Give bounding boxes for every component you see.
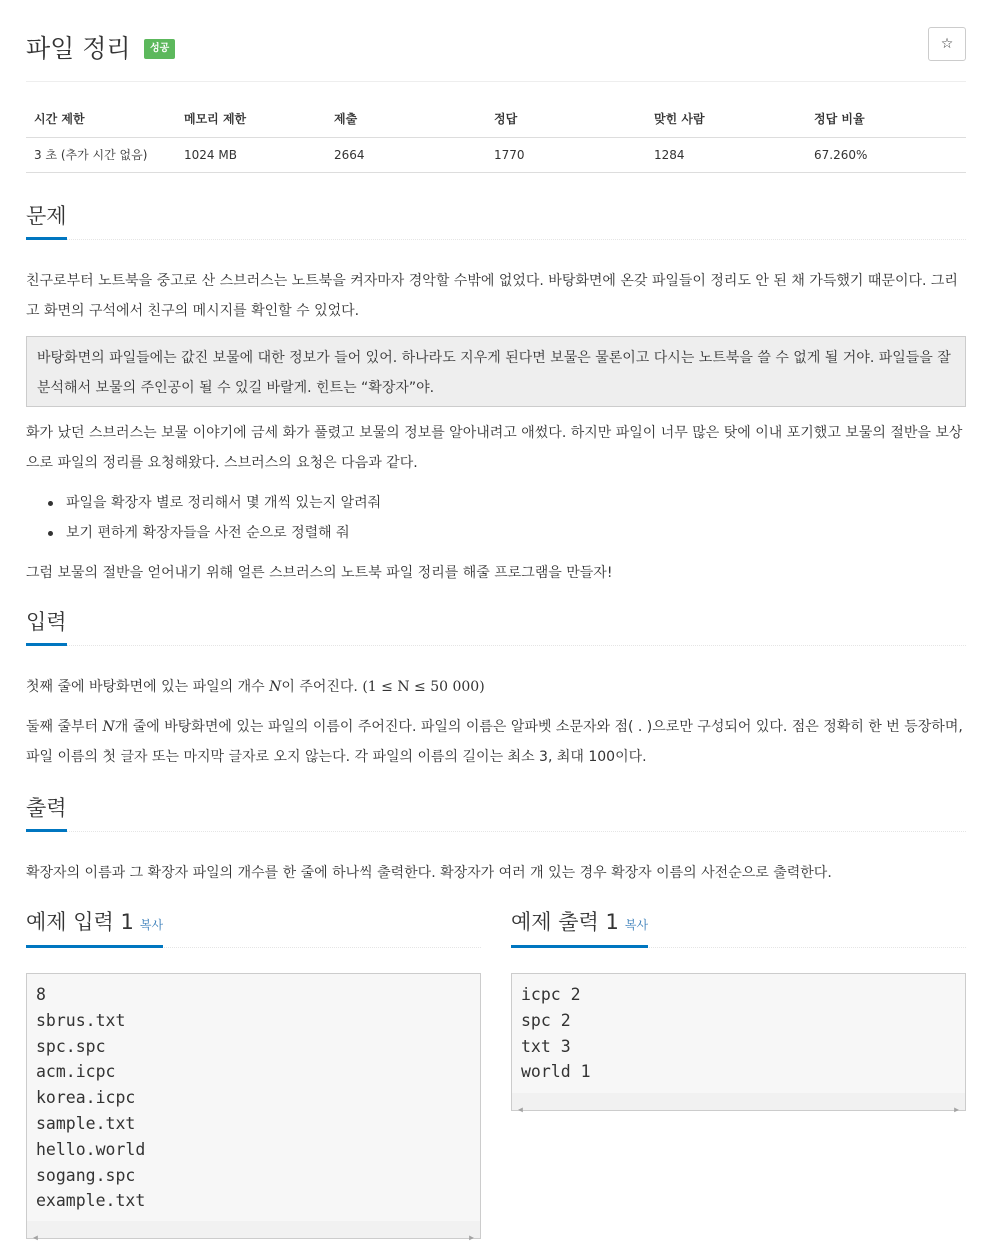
sample-input-box[interactable]	[26, 973, 481, 1242]
input-paragraph-2	[26, 712, 966, 772]
friend-message-quote: 바탕화면의 파일들에는 값진 보물에 대한 정보가 들어 있어. 하나라도 지우게 된다면 보물은 물론이고 다시는 노트북을 쓸 수 없게 될 거야. 파일들을 잘 분석해서 보물의 주인공이 될 수 있길 바랄게. 힌트는 “확장자”야.	[26, 336, 966, 407]
scroll-left-icon[interactable]: ◀	[33, 1233, 38, 1242]
problem-header	[26, 26, 966, 82]
value-time-limit: 3 초 (추가 시간 없음)	[26, 137, 176, 172]
code-line: 8	[36, 985, 46, 1004]
problem-title: 파일 정리	[26, 34, 131, 63]
star-icon: ☆	[940, 36, 954, 52]
input-text: 이 주어진다.	[281, 679, 363, 695]
input-section-heading	[26, 610, 966, 646]
input-text: 개 줄에 바탕화면에 있는 파일의 이름이 주어진다. 파일의 이름은 알파벳 소문자와 점( . )으로만 구성되어 있다. 점은 정확히 한 번 등장하며, 파일 이름의 첫 글자 또는 마지막 글자로 오지 않는다. 각 파일의 이름의 길이는 최소 3, 최대 100이다.	[26, 719, 963, 765]
bullet-icon	[48, 501, 53, 506]
problem-section-heading	[26, 204, 966, 240]
math-var: N	[102, 719, 115, 735]
scroll-right-icon[interactable]: ▶	[469, 1233, 474, 1242]
section-label-input: 입력	[26, 610, 67, 646]
code-line: icpc 2	[521, 985, 581, 1004]
info-header-row	[26, 100, 966, 137]
code-line: world 1	[521, 1062, 591, 1082]
header-solvers: 맞힌 사람	[646, 100, 806, 137]
math-var: N	[269, 679, 282, 695]
value-solvers: 1284	[646, 137, 806, 172]
request-list	[26, 488, 966, 548]
input-text: 둘째 줄부터	[26, 719, 103, 735]
sample-output-label: 예제 출력 1 복사	[511, 910, 648, 948]
header-submissions: 제출	[326, 100, 486, 137]
list-item	[26, 488, 966, 518]
copy-input-button[interactable]: 복사	[139, 918, 164, 932]
sample-input-label: 예제 입력 1 복사	[26, 910, 163, 948]
code-line: example.txt	[36, 1191, 146, 1211]
problem-info-table	[26, 100, 966, 173]
bullet-icon	[48, 531, 53, 536]
sample-output-box[interactable]	[511, 973, 966, 1114]
horizontal-scrollbar[interactable]	[512, 1093, 965, 1114]
problem-paragraph-2: 화가 났던 스브러스는 보물 이야기에 금세 화가 풀렸고 보물의 정보를 알아내려고 애썼다. 하지만 파일이 너무 많은 탓에 이내 포기했고 보물의 절반을 보상으로 파일의 정리를 요청해왔다. 스브러스의 요청은 다음과 같다.	[26, 425, 963, 471]
value-submissions: 2664	[326, 137, 486, 172]
math-constraint: (1 ≤ N ≤ 50 000)	[362, 679, 485, 695]
input-text: 첫째 줄에 바탕화면에 있는 파일의 개수	[26, 679, 270, 695]
value-ratio: 67.260%	[806, 137, 966, 172]
list-item	[26, 518, 966, 548]
code-line: korea.icpc	[36, 1088, 136, 1108]
horizontal-scrollbar[interactable]	[27, 1221, 480, 1242]
value-accepted: 1770	[486, 137, 646, 172]
star-button[interactable]	[928, 27, 966, 61]
header-accepted: 정답	[486, 100, 646, 137]
problem-paragraph-1: 친구로부터 노트북을 중고로 산 스브러스는 노트북을 켜자마자 경악할 수밖에 없었다. 바탕화면에 온갖 파일들이 정리도 안 된 채 가득했기 때문이다. 그리고 화면의 구석에서 친구의 메시지를 확인할 수 있었다.	[26, 273, 958, 319]
sample-input-heading	[26, 910, 481, 948]
header-ratio: 정답 비율	[806, 100, 966, 137]
code-line: acm.icpc	[36, 1062, 116, 1082]
code-line: txt 3	[521, 1036, 571, 1056]
header-time-limit: 시간 제한	[26, 100, 176, 137]
code-line: spc 2	[521, 1010, 571, 1030]
code-line: spc.spc	[36, 1036, 106, 1056]
info-value-row	[26, 137, 966, 172]
code-line: sbrus.txt	[36, 1010, 126, 1030]
problem-paragraph-3: 그럼 보물의 절반을 얻어내기 위해 얼른 스브러스의 노트북 파일 정리를 해줄 프로그램을 만들자!	[26, 565, 613, 581]
copy-output-button[interactable]: 복사	[624, 918, 649, 932]
status-badge: 성공	[144, 39, 175, 59]
list-item-text: 파일을 확장자 별로 정리해서 몇 개씩 있는지 알려줘	[66, 495, 382, 511]
code-line: sogang.spc	[36, 1165, 136, 1185]
code-line: sample.txt	[36, 1113, 136, 1133]
section-label-problem: 문제	[26, 204, 67, 240]
output-section-heading	[26, 796, 966, 832]
output-paragraph: 확장자의 이름과 그 확장자 파일의 개수를 한 줄에 하나씩 출력한다. 확장자가 여러 개 있는 경우 확장자 이름의 사전순으로 출력한다.	[26, 865, 832, 881]
input-paragraph-1	[26, 672, 966, 702]
value-memory-limit: 1024 MB	[176, 137, 326, 172]
section-label-output: 출력	[26, 796, 67, 832]
code-line: hello.world	[36, 1139, 146, 1159]
sample-output-heading	[511, 910, 966, 948]
scroll-left-icon[interactable]: ◀	[518, 1105, 523, 1114]
header-memory-limit: 메모리 제한	[176, 100, 326, 137]
list-item-text: 보기 편하게 확장자들을 사전 순으로 정렬해 줘	[66, 525, 350, 541]
scroll-right-icon[interactable]: ▶	[954, 1105, 959, 1114]
